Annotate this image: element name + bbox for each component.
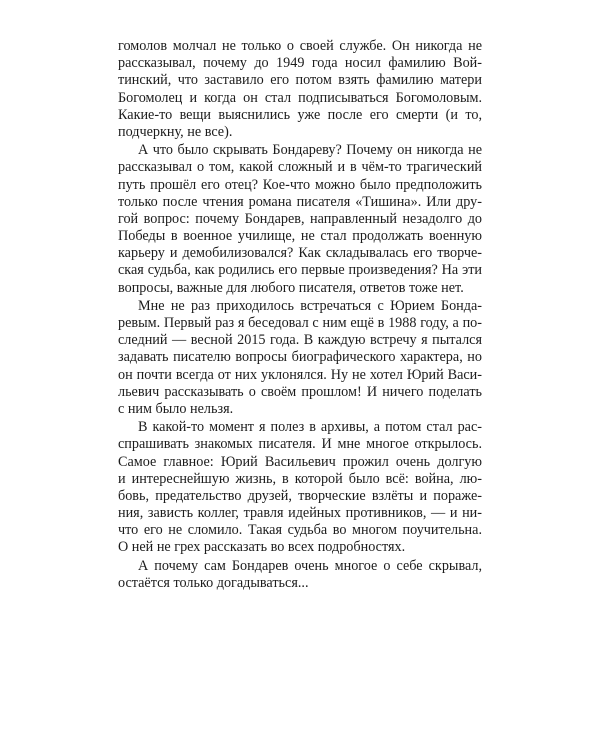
text-line: рассказывал о том, какой сложный и в чём-то трагический (118, 159, 482, 176)
text-line: А почему сам Бондарев очень многое о себе скрывал, (138, 557, 482, 574)
text-line: гомолов молчал не только о своей службе. Он никогда не (118, 38, 482, 54)
text-line: ния, зависть коллег, травля идейных противников, — и ни- (118, 505, 482, 522)
text-line: рассказывал, почему до 1949 года носил фамилию Вой- (118, 55, 482, 72)
text-line: О ней не грех рассказать во всех подробностях. (118, 539, 406, 556)
text-line: спрашивать знакомых писателя. И мне многое открылось. (118, 436, 482, 453)
paragraph-5 (118, 558, 482, 592)
text-line: он почти всегда от них уклонялся. Ну не хотел Юрий Васи- (118, 366, 482, 383)
text-line: следний — весной 2015 года. В каждую встречу я пытался (118, 332, 482, 349)
text-line: льевич рассказывать о своём прошлом! И ничего поделать (118, 383, 482, 400)
text-line: А что было скрывать Бондареву? Почему он никогда не (138, 142, 482, 159)
text-line: Мне не раз приходилось встречаться с Юрием Бонда- (138, 297, 482, 314)
text-line: В какой-то момент я полез в архивы, а потом стал рас- (138, 419, 482, 436)
text-line: остаётся только догадываться... (118, 574, 309, 591)
text-line: подчеркну, не все). (118, 123, 233, 140)
text-line: бовь, предательство друзей, творческие взлёты и пораже- (118, 487, 482, 504)
text-line: Самое главное: Юрий Васильевич прожил очень долгую (118, 453, 482, 470)
body-text (118, 38, 482, 592)
text-line: карьеру и демобилизовался? Как складывалась его творче- (118, 245, 482, 262)
text-line: и интереснейшую жизнь, в которой было всё: война, лю- (118, 470, 482, 487)
text-line: что его не сломило. Такая судьба во многом поучительна. (118, 522, 482, 539)
text-line: тинский, что заставило его потом взять фамилию матери (118, 72, 482, 89)
paragraph-2 (118, 142, 482, 297)
text-line: Богомолец и когда он стал подписываться Богомоловым. (118, 89, 482, 106)
paragraph-3 (118, 298, 482, 418)
text-line: путь прошёл его отец? Кое-что можно было предположить (118, 176, 482, 193)
paragraph-1 (118, 38, 482, 141)
paragraph-4 (118, 419, 482, 557)
text-line: ская судьба, как родились его первые произведения? На эти (118, 262, 482, 279)
text-line: гой вопрос: почему Бондарев, направленный незадолго до (118, 210, 482, 227)
text-line: ревым. Первый раз я беседовал с ним ещё в 1988 году, а по- (118, 315, 482, 331)
text-line: с ним было нельзя. (118, 400, 234, 417)
text-line: только после чтения романа писателя «Тишина». Или дру- (118, 193, 482, 210)
text-line: Победы в военное училище, не стал продолжать военную (118, 228, 482, 245)
text-line: задавать писателю вопросы биографического характера, но (118, 349, 482, 366)
text-line: вопросы, важные для любого писателя, ответов тоже нет. (118, 279, 464, 296)
text-line: Какие-то вещи выяснились уже после его смерти (и то, (118, 106, 482, 123)
